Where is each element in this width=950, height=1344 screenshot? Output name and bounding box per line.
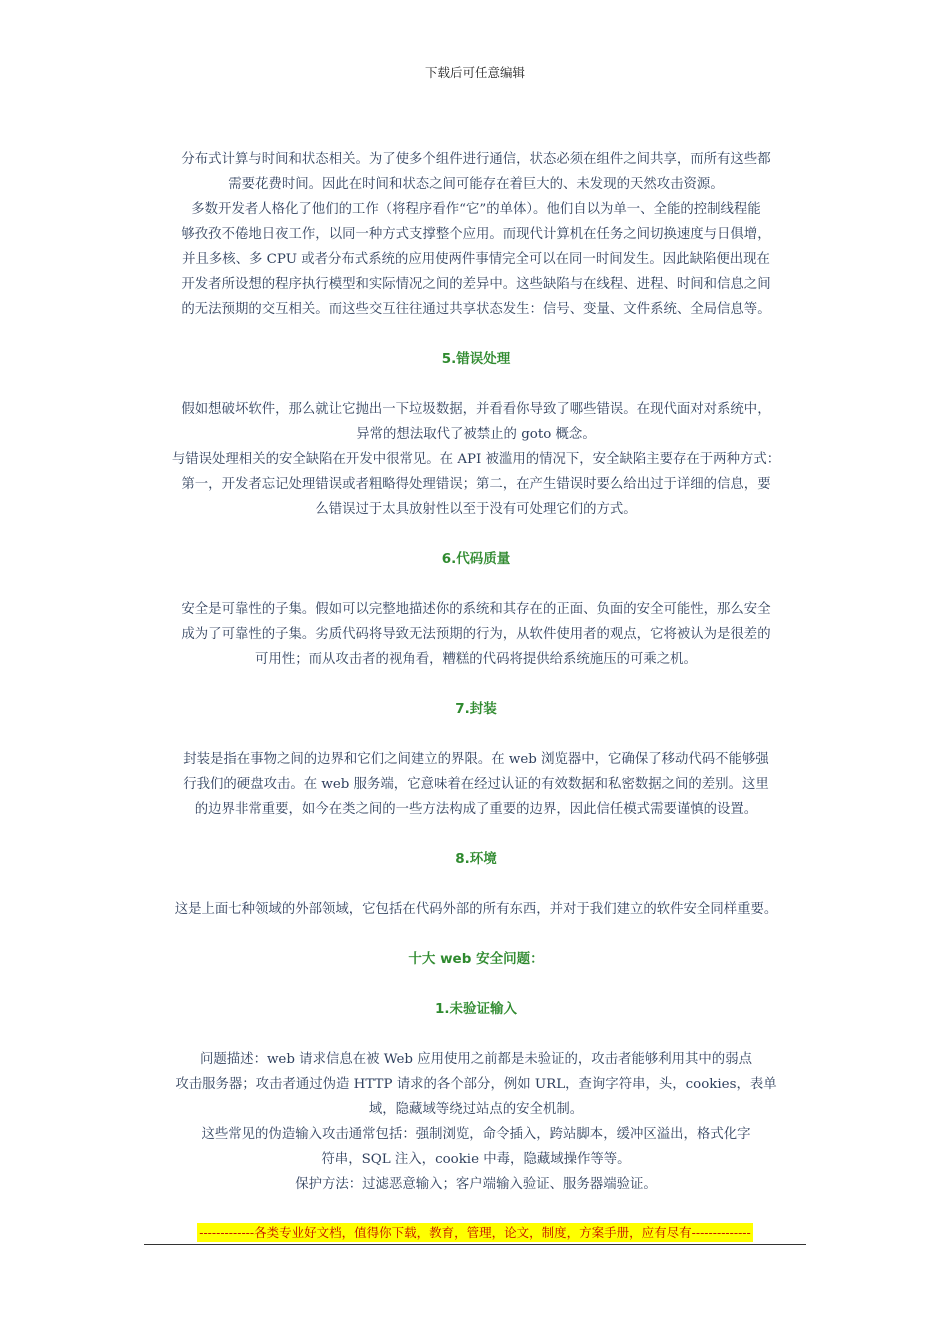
text-line: 么错误过于太具放射性以至于没有可处理它们的方式。 bbox=[315, 502, 637, 517]
text-line: 的无法预期的交互相关。而这些交互往往通过共享状态发生：信号、变量、文件系统、全局信息等。 bbox=[181, 302, 771, 317]
text-line: 够孜孜不倦地日夜工作，以同一种方式支撑整个应用。而现代计算机在任务之间切换速度与日俱增， bbox=[181, 227, 771, 242]
section-heading-error-handling: 5.错误处理 bbox=[441, 351, 511, 367]
text-line: 假如想破坏软件，那么就让它抛出一下垃圾数据，并看看你导致了哪些错误。在现代面对对系统中， bbox=[181, 402, 771, 417]
text-line: 问题描述：web 请求信息在被 Web 应用使用之前都是未验证的，攻击者能够利用其中的弱点 bbox=[200, 1052, 752, 1067]
text-line: 多数开发者人格化了他们的工作（将程序看作“它”的单体）。他们自以为单一、全能的控制线程能 bbox=[191, 202, 761, 217]
page-header: 下载后可任意编辑 bbox=[424, 65, 525, 80]
paragraph-concurrency bbox=[144, 147, 808, 322]
text-line: 的边界非常重要，如今在类之间的一些方法构成了重要的边界，因此信任模式需要谨慎的设置。 bbox=[194, 802, 758, 817]
footer-divider bbox=[144, 1244, 806, 1245]
text-line: 这是上面七种领域的外部领域，它包括在代码外部的所有东西，并对于我们建立的软件安全同样重要。 bbox=[174, 902, 778, 917]
text-line: 异常的想法取代了被禁止的 goto 概念。 bbox=[356, 427, 596, 442]
paragraph-encapsulation bbox=[144, 747, 808, 822]
paragraph-error-handling bbox=[144, 397, 808, 522]
text-line: 与错误处理相关的安全缺陷在开发中很常见。在 API 被滥用的情况下，安全缺陷主要存在于两种方式： bbox=[171, 452, 781, 467]
section-heading-unvalidated-input: 1.未验证输入 bbox=[434, 1001, 518, 1017]
document-body bbox=[144, 147, 808, 1197]
text-line: 需要花费时间。因此在时间和状态之间可能存在着巨大的、未发现的天然攻击资源。 bbox=[228, 177, 724, 192]
paragraph-code-quality bbox=[144, 597, 808, 672]
text-line: 封装是指在事物之间的边界和它们之间建立的界限。在 web 浏览器中，它确保了移动代码不能够强 bbox=[183, 752, 769, 767]
text-line: 第一，开发者忘记处理错误或者粗略得处理错误；第二，在产生错误时要么给出过于详细的信息，要 bbox=[181, 477, 771, 492]
paragraph-environment bbox=[144, 897, 808, 922]
text-line: 行我们的硬盘攻击。在 web 服务端，它意味着在经过认证的有效数据和私密数据之间的差别。这里 bbox=[183, 777, 769, 792]
text-line: 开发者所设想的程序执行模型和实际情况之间的差异中。这些缺陷与在线程、进程、时间和信息之间 bbox=[181, 277, 771, 292]
paragraph-unvalidated-input bbox=[144, 1047, 808, 1197]
page-footer bbox=[0, 1222, 950, 1242]
text-line: 可用性；而从攻击者的视角看，糟糕的代码将提供给系统施压的可乘之机。 bbox=[255, 652, 697, 667]
text-line: 成为了可靠性的子集。劣质代码将导致无法预期的行为，从软件使用者的观点，它将被认为是很差的 bbox=[181, 627, 771, 642]
text-line: 并且多核、多 CPU 或者分布式系统的应用使两件事情完全可以在同一时间发生。因此缺陷便出现在 bbox=[182, 252, 770, 267]
section-heading-top10: 十大 web 安全问题： bbox=[408, 951, 544, 967]
footer-banner: -------------各类专业好文档，值得你下载，教育，管理，论文，制度，方案手册，应有尽有-------------- bbox=[199, 1225, 751, 1240]
text-line: 攻击服务器；攻击者通过伪造 HTTP 请求的各个部分，例如 URL，查询字符串，头，cookies，表单 bbox=[175, 1077, 777, 1092]
section-heading-code-quality: 6.代码质量 bbox=[441, 551, 511, 567]
section-heading-environment: 8.环境 bbox=[455, 851, 497, 867]
text-line: 域，隐藏域等绕过站点的安全机制。 bbox=[368, 1102, 584, 1117]
text-line: 分布式计算与时间和状态相关。为了使多个组件进行通信，状态必须在组件之间共享，而所有这些都 bbox=[181, 152, 771, 167]
text-line: 安全是可靠性的子集。假如可以完整地描述你的系统和其存在的正面、负面的安全可能性，那么安全 bbox=[181, 602, 771, 617]
text-line: 符串，SQL 注入，cookie 中毒，隐藏域操作等等。 bbox=[321, 1152, 631, 1167]
section-heading-encapsulation: 7.封装 bbox=[455, 701, 497, 717]
text-line: 这些常见的伪造输入攻击通常包括：强制浏览，命令插入，跨站脚本，缓冲区溢出，格式化字 bbox=[201, 1127, 751, 1142]
text-line: 保护方法：过滤恶意输入；客户端输入验证、服务器端验证。 bbox=[295, 1177, 657, 1192]
